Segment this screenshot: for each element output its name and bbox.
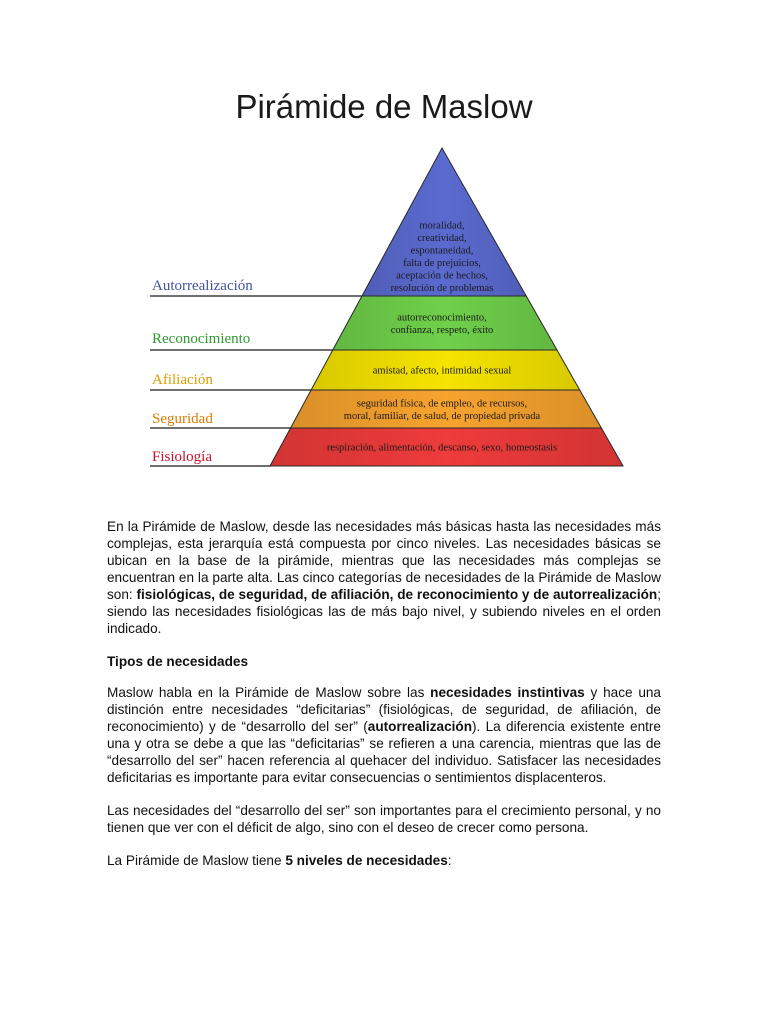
types-text-2: y hace una distinción entre necesidades “deficitarias” (fisiológicas, de seguridad, de afiliación, de reconocimiento) y de “desarrollo del ser” ( [107,685,661,734]
body-text [107,518,661,885]
pyramid-level-1-text: aceptación de hechos, [396,270,488,282]
types-bold-instintivas: necesidades instintivas [430,685,585,700]
niveles-text-2: : [447,853,452,868]
pyramid-level-1-text: espontaneidad, [410,245,474,257]
maslow-pyramid-figure [140,140,630,475]
section-heading: Tipos de necesidades [107,654,249,669]
niveles-bold: 5 niveles de necesidades [285,853,448,868]
paragraph-niveles [107,852,661,869]
pyramid-level-label: Seguridad [152,411,213,427]
paragraph-intro [107,518,661,637]
pyramid-level-label: Autorrealización [152,278,253,294]
types-text-3: ). La diferencia existente entre una y otra se debe a que las “deficitarias” se refieren a una carencia, mientras que las de “desarrollo del ser” hacen referencia al quehacer del individuo. Satisfacer las necesidades deficitarias es importante para evitar consecuencias o sentimientos displacenteros. [107,719,661,785]
pyramid-level-1-text: moralidad, [419,220,465,232]
types-bold-autorrealizacion: autorrealización [367,719,473,734]
pyramid-level-1-text: creatividad, [417,232,467,244]
page-title: Pirámide de Maslow [235,88,533,125]
pyramid-level-4-text: moral, familiar, de salud, de propiedad privada [343,410,541,422]
pyramid-level-3-text: amistad, afecto, intimidad sexual [372,365,512,377]
pyramid-level-2-text: confianza, respeto, éxito [390,324,494,336]
pyramid-level-1-text: resolución de problemas [390,282,494,294]
intro-bold-categories: fisiológicas, de seguridad, de afiliación, de reconocimiento y de autorrealización [136,587,658,602]
pyramid-level-2-text: autorreconocimiento, [397,312,487,324]
pyramid-level-5-text: respiración, alimentación, descanso, sexo, homeostasis [326,442,558,454]
intro-text-2: ; siendo las necesidades fisiológicas las de más bajo nivel, y subiendo niveles en el orden indicado. [107,587,661,636]
pyramid-level-1-text: falta de prejuicios, [403,257,481,269]
intro-text-1: En la Pirámide de Maslow, desde las necesidades más básicas hasta las necesidades más complejas, esta jerarquía está compuesta por cinco niveles. Las necesidades básicas se ubican en la base de la pirámide, mientras que las necesidades más complejas se encuentran en la parte alta. Las cinco categorías de necesidades de la Pirámide de Maslow son: [107,519,661,602]
pyramid-levels [150,148,623,466]
pyramid-level-label: Fisiología [152,449,213,465]
types-text-1: Maslow habla en la Pirámide de Maslow sobre las [107,685,431,700]
niveles-text-1: La Pirámide de Maslow tiene [107,853,286,868]
pyramid-level-label: Afiliación [152,372,213,388]
pyramid-level-label: Reconocimiento [152,331,251,347]
pyramid-level-4-text: seguridad física, de empleo, de recursos, [356,398,528,410]
paragraph-types [107,684,661,786]
paragraph-desarrollo: Las necesidades del “desarrollo del ser” son importantes para el crecimiento personal, y no tienen que ver con el déficit de algo, sino con el deseo de crecer como persona. [107,803,661,835]
